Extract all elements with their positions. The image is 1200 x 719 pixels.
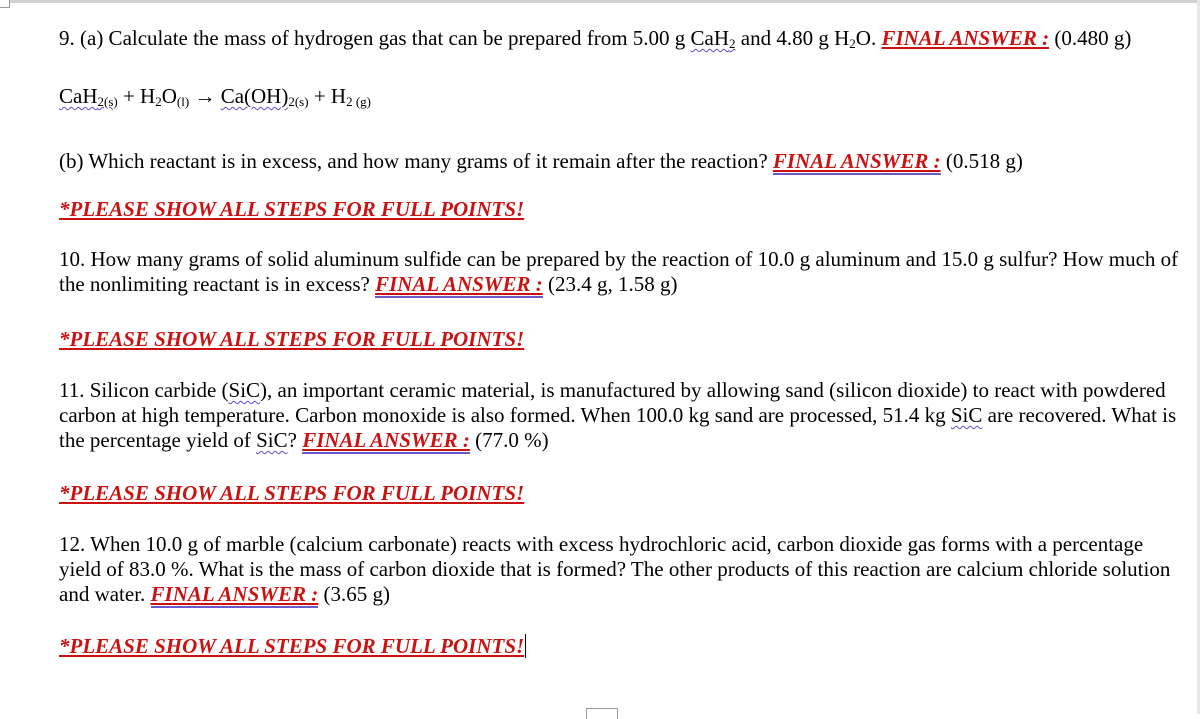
final-answer-value: (23.4 g, 1.58 g) [542, 272, 678, 296]
sic-spell-flag[interactable]: SiC [256, 428, 288, 452]
final-answer-label: FINAL ANSWER : [772, 149, 941, 173]
chemical-equation[interactable] [59, 84, 1179, 114]
cah2-spell-flag[interactable] [691, 26, 736, 50]
question-12-text: 12. When 10.0 g of marble (calcium carbonate) reacts with excess hydrochloric acid, carbon dioxide gas forms with a percentage yield of 83.0 %. What is the mass of carbon dioxide that is formed? The other products of this reaction are calcium chloride solution and water. [59, 532, 1171, 606]
subscript: 2 [346, 94, 353, 109]
text-cursor [525, 634, 526, 658]
show-steps-note: *PLEASE SHOW ALL STEPS FOR FULL POINTS! [59, 327, 525, 351]
question-10-text: 10. How many grams of solid aluminum sulfide can be prepared by the reaction of 10.0 g aluminum and 15.0 g sulfur? How much of the nonlimiting reactant is in excess? [59, 247, 1179, 296]
final-answer-label: FINAL ANSWER : [881, 26, 1050, 50]
final-answer-value: (3.65 g) [318, 582, 390, 606]
document-body[interactable] [59, 26, 1179, 659]
question-10[interactable] [59, 247, 1179, 297]
question-9b-text: (b) Which reactant is in excess, and how many grams of it remain after the reaction? [59, 149, 773, 173]
question-9b[interactable] [59, 149, 1179, 174]
subscript: 2 [729, 36, 736, 51]
question-12[interactable] [59, 532, 1179, 607]
final-answer-value: (77.0 %) [469, 428, 549, 452]
subscript: 2 [155, 94, 162, 109]
final-answer-label: FINAL ANSWER : [150, 582, 319, 606]
question-9a[interactable] [59, 26, 1179, 56]
reaction-arrow: → [189, 84, 221, 108]
sic-spell-flag[interactable]: SiC [228, 378, 261, 402]
cah2-spell-flag[interactable] [59, 84, 118, 108]
question-9a-text-end: O. [855, 26, 882, 50]
question-11[interactable] [59, 378, 1179, 453]
question-9a-text: 9. (a) Calculate the mass of hydrogen gas that can be prepared from 5.00 g [59, 26, 691, 50]
equation-oxygen: O [161, 84, 177, 108]
equation-plus: + H [308, 84, 347, 108]
caoh2-spell-flag[interactable] [221, 84, 289, 108]
subscript: 2(s) [97, 94, 118, 109]
show-steps-note: *PLEASE SHOW ALL STEPS FOR FULL POINTS! [59, 481, 525, 505]
sic-spell-flag[interactable]: SiC [950, 403, 983, 427]
page-corner-marker [0, 0, 10, 8]
final-answer-value: (0.480 g) [1049, 26, 1132, 50]
cah-text: CaH [59, 84, 98, 108]
show-steps-note-text: *PLEASE SHOW ALL STEPS FOR FULL POINTS! [59, 634, 525, 658]
question-11-text: ), an important ceramic material, is manufactured by allowing sand (silicon dioxide) to react with powdered carbon at high temperature. Carbon monoxide is also formed. When 100.0 kg sand are processed, 51.4 kg [59, 378, 1166, 427]
equation-plus: + H [117, 84, 156, 108]
subscript: (l) [176, 94, 190, 109]
subscript: 2(s) [288, 94, 309, 109]
final-answer-label: FINAL ANSWER : [375, 272, 543, 296]
question-9a-text-mid: and 4.80 g H [735, 26, 850, 50]
subscript: (g) [352, 94, 371, 109]
show-steps-note-last[interactable] [59, 634, 1179, 659]
page-top-edge [0, 0, 1200, 3]
question-11-text: ? [287, 428, 303, 452]
subscript: 2 [849, 36, 856, 51]
question-11-text: 11. Silicon carbide ( [59, 378, 229, 402]
show-steps-note: *PLEASE SHOW ALL STEPS FOR FULL POINTS! [59, 197, 525, 221]
question-11-text: are recovered. What is the percentage yield of [59, 403, 1177, 452]
caoh-text: Ca(OH) [220, 84, 289, 108]
cah-text: CaH [690, 26, 730, 50]
final-answer-value: (0.518 g) [940, 149, 1023, 173]
final-answer-label: FINAL ANSWER : [302, 428, 470, 452]
